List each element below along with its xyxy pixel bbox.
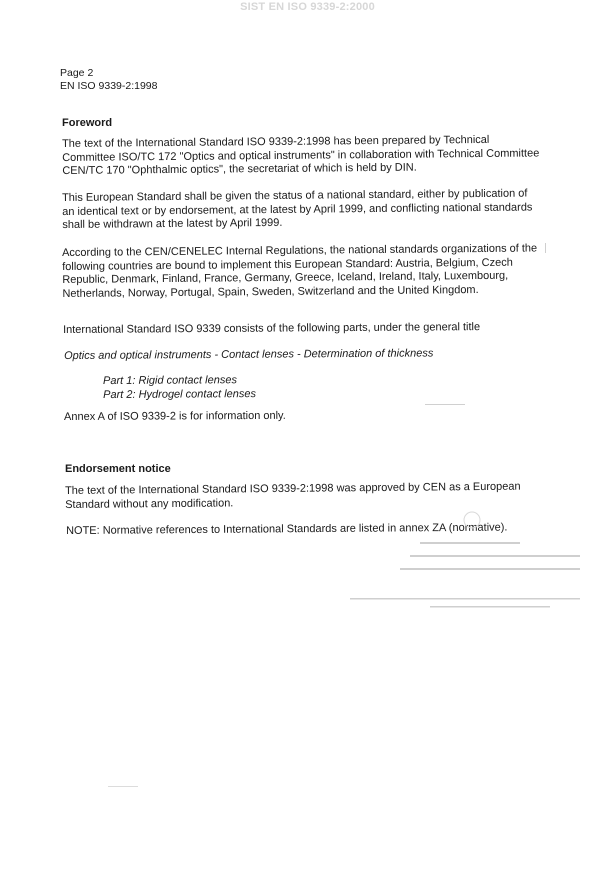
endorsement-heading: Endorsement notice bbox=[65, 463, 171, 475]
normative-note: NOTE: Normative references to International Standards are listed in annex ZA (normative). bbox=[66, 521, 508, 537]
scan-mark bbox=[425, 404, 465, 405]
page-header bbox=[60, 67, 157, 93]
annex-note: Annex A of ISO 9339-2 is for information only. bbox=[64, 409, 286, 423]
endorsement-paragraph: The text of the International Standard ISO 9339-2:1998 was approved by CEN as a European Standard without any modification. bbox=[65, 480, 521, 511]
part-list bbox=[103, 373, 403, 402]
watermark: SIST EN ISO 9339-2:2000 bbox=[240, 1, 375, 13]
foreword-paragraph-1: The text of the International Standard ISO 9339-2:1998 has been prepared by Technical Committee ISO/TC 172 "Optics and optical instruments" in collaboration with Technical Committee CEN/TC 170 "Ophthalmic optics", the secretariat of which is held by DIN. bbox=[62, 133, 540, 177]
document-reference: EN ISO 9339-2:1998 bbox=[60, 80, 158, 92]
foreword-paragraph-2: This European Standard shall be given the status of a national standard, either by publication of an identical text or by endorsement, at the latest by April 1999, and conflicting national standards shall be withdrawn at the latest by April 1999. bbox=[62, 187, 533, 231]
page-number: Page 2 bbox=[60, 67, 94, 79]
part-2: Part 2: Hydrogel contact lenses bbox=[103, 387, 257, 401]
scan-mark bbox=[545, 243, 546, 253]
part-1: Part 1: Rigid contact lenses bbox=[103, 374, 237, 387]
foreword-paragraph-4: International Standard ISO 9339 consists of the following parts, under the general title bbox=[63, 321, 481, 336]
scan-noise bbox=[330, 500, 600, 620]
scan-mark bbox=[108, 786, 138, 787]
foreword-paragraph-3: According to the CEN/CENELEC Internal Regulations, the national standards organizations of the following countries are bound to implement this European Standard: Austria, Belgium, Czech Republic, Denmark, Finland, France, Germany, Greece, Iceland, Ireland, Italy, Luxembourg, Netherlands, Norway, Portugal, Spain, Sweden, Switzerland and the United Kingdom. bbox=[62, 242, 538, 300]
foreword-heading: Foreword bbox=[62, 117, 113, 129]
general-title: Optics and optical instruments - Contact lenses - Determination of thickness bbox=[64, 347, 434, 362]
